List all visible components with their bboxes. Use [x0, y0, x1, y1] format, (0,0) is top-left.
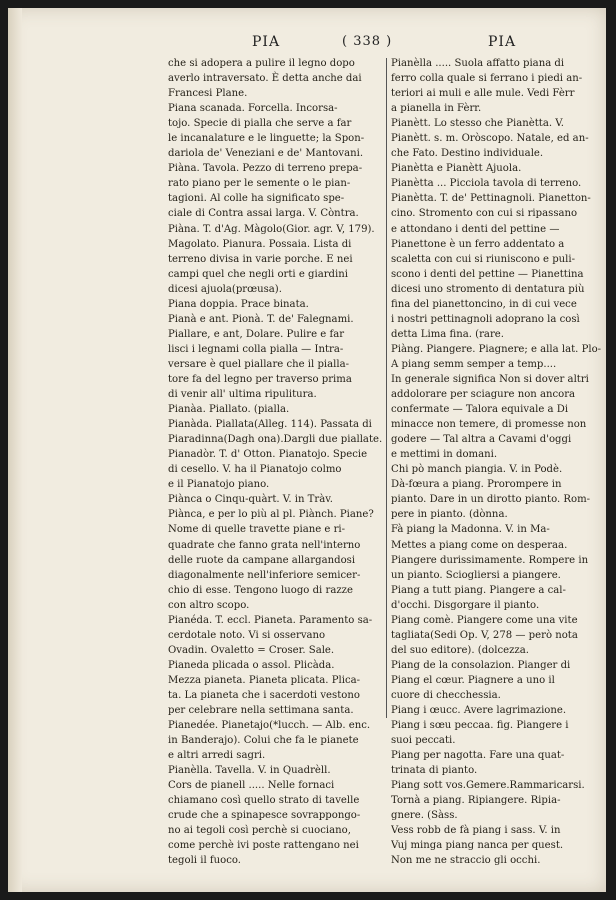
text-line: Piàng. Piangere. Piagnere; e alla lat. Plo-: [391, 343, 601, 355]
text-line: delle ruote da campane allargandosi: [168, 554, 356, 566]
text-line: confermate — Talora equivale a Di: [391, 404, 569, 416]
text-line: Ovadin. Ovaletto = Croser. Sale.: [168, 644, 335, 656]
text-line: Pianàda. Piallata(Alleg. 114). Passata di: [168, 419, 372, 431]
text-line: tegoli il fuoco.: [168, 855, 241, 867]
text-line: come perchè ivi poste rattengano nei: [168, 840, 359, 852]
text-line: Pianètta. T. de' Pettinagnoli. Pianetton-: [391, 193, 591, 205]
text-line: di venir all' ultima ripulitura.: [168, 389, 317, 401]
text-line: Fà piang la Madonna. V. in Ma-: [391, 524, 550, 536]
text-line: ta. La pianeta che i sacerdoti vestono: [168, 689, 360, 701]
text-line: scaletta con cui si riuniscono e puli-: [391, 253, 576, 265]
text-line: Piànca o Cinqu-quàrt. V. in Tràv.: [168, 494, 333, 506]
text-line: addolorare per sciagure non ancora: [391, 389, 576, 401]
text-line: e mettimi in domani.: [391, 449, 498, 461]
text-line: A piang semm semper a temp....: [391, 358, 557, 370]
text-line: ferro colla quale si ferrano i piedi an-: [391, 73, 583, 85]
text-line: Piang sott vos.Gemere.Rammaricarsi.: [391, 780, 585, 792]
text-line: Piang per nagotta. Fare una quat-: [391, 750, 565, 762]
text-line: Piang el cœur. Piagnere a uno il: [391, 674, 555, 686]
text-line: Piang de la consolazion. Pianger di: [391, 659, 571, 671]
column-divider: [386, 58, 387, 718]
text-line: campi quel che negli orti e giardini: [168, 268, 348, 280]
text-line: minacce non temere, di promesse non: [391, 419, 587, 431]
text-line: Piànca, e per lo più al pl. Piànch. Piane?: [168, 509, 374, 521]
page-number: ( 338 ): [342, 34, 393, 49]
text-line: Pianèlla ..... Suola affatto piana di: [391, 58, 565, 69]
text-line: Pianèlla. Tavella. V. in Quadrèll.: [168, 765, 331, 777]
text-line: Mezza pianeta. Pianeta plicata. Plica-: [168, 674, 361, 686]
text-line: gnere. (Sàss.: [391, 810, 458, 822]
text-line: che Fato. Destino individuale.: [391, 148, 544, 160]
header-left-word: PIA: [252, 34, 281, 50]
text-line: Piàna. T. d'Ag. Màgolo(Gior. agr. V, 179).: [168, 223, 375, 235]
text-line: con altro scopo.: [168, 599, 250, 611]
text-line: Non me ne straccio gli occhi.: [391, 855, 541, 867]
text-line: Piang comè. Piangere come una vite: [391, 614, 578, 626]
text-line: di cesello. V. ha il Pianatojo colmo: [168, 464, 342, 476]
text-line: Piallare, e ant, Dolare. Pulire e far: [168, 328, 345, 340]
text-line: Pianéda. T. eccl. Pianeta. Paramento sa-: [168, 614, 373, 626]
text-line: trinata di pianto.: [391, 765, 478, 777]
book-page: [8, 8, 606, 892]
text-line: Piàna. Tavola. Pezzo di terreno prepa-: [168, 163, 363, 175]
text-line: Tornà a piang. Ripiangere. Ripia-: [391, 795, 561, 807]
text-line: in Banderajo). Colui che fa le pianete: [168, 735, 359, 747]
text-line: Pianètt. s. m. Oròscopo. Natale, ed an-: [391, 133, 589, 145]
text-line: lisci i legnami colla pialla — Intra-: [168, 343, 344, 355]
text-line: scono i denti del pettine — Pianettina: [391, 268, 584, 280]
right-column: [391, 56, 601, 869]
text-line: terreno divisa in varie porche. E nei: [168, 253, 353, 265]
text-line: Magolato. Pianura. Possaia. Lista di: [168, 238, 352, 250]
text-line: Vess robb de fà piang i sass. V. in: [391, 825, 561, 837]
text-line: chio di esse. Tengono luogo di razze: [168, 584, 353, 596]
text-line: Pianettone è un ferro addentato a: [391, 238, 565, 250]
text-line: suoi peccati.: [391, 735, 456, 747]
text-line: averlo intraversato. È detta anche dai: [168, 73, 362, 85]
text-line: In generale significa Non si dover altri: [391, 373, 589, 385]
text-line: detta Lima fina. (rare.: [391, 328, 504, 340]
text-line: Piaradinna(Dagh ona).Dargli due piallate.: [168, 434, 382, 446]
text-line: e attondano i denti del pettine —: [391, 223, 560, 235]
text-line: no ai tegoli così perchè si cuociano,: [168, 825, 351, 837]
text-line: a pianella in Fèrr.: [391, 103, 482, 115]
text-line: tore fa del legno per traverso prima: [168, 373, 352, 385]
text-line: Chi pò manch piangia. V. in Podè.: [391, 464, 563, 476]
text-line: tagioni. Al colle ha significato spe-: [168, 193, 345, 205]
text-line: Pianadòr. T. d' Otton. Pianatojo. Specie: [168, 449, 368, 461]
text-line: Pianedée. Pianetajo(*lucch. — Alb. enc.: [168, 720, 371, 732]
text-line: Piang i œucc. Avere lagrimazione.: [391, 705, 567, 717]
text-line: pere in pianto. (dònna.: [391, 509, 508, 521]
text-line: pianto. Dare in un dirotto pianto. Rom-: [391, 494, 591, 506]
text-line: Cors de pianell ..... Nelle fornaci: [168, 780, 335, 792]
text-line: godere — Tal altra a Cavami d'oggi: [391, 434, 572, 446]
text-line: tojo. Specie di pialla che serve a far: [168, 118, 352, 130]
text-line: tagliata(Sedi Op. V, 278 — però nota: [391, 629, 578, 641]
text-line: rato piano per le semente o le pian-: [168, 178, 351, 190]
text-line: per celebrare nella settimana santa.: [168, 705, 354, 717]
text-line: Mettes a piang come on desperaa.: [391, 539, 568, 551]
text-line: dicesi ajuola(prœusa).: [168, 283, 282, 295]
text-line: un pianto. Sciogliersi a piangere.: [391, 569, 561, 581]
text-line: d'occhi. Disgorgare il pianto.: [391, 599, 540, 611]
text-line: che si adopera a pulire il legno dopo: [168, 58, 355, 69]
text-line: Vuj minga piang nanca per quest.: [391, 840, 564, 852]
text-line: Francesi Plane.: [168, 88, 248, 100]
text-line: cuore di checchessia.: [391, 689, 501, 701]
running-header: [8, 34, 606, 54]
text-line: dicesi uno stromento di dentatura più: [391, 283, 585, 295]
text-line: del suo editore). (dolcezza.: [391, 644, 529, 656]
text-line: Pianà e ant. Pionà. T. de' Falegnami.: [168, 313, 354, 325]
page-spine: [8, 8, 22, 892]
text-line: Piana scanada. Forcella. Incorsa-: [168, 103, 338, 115]
text-line: Piana doppia. Prace binata.: [168, 298, 309, 310]
text-line: Pianàa. Piallato. (pialla.: [168, 404, 290, 416]
text-line: Pianètta e Pianètt Ajuola.: [391, 163, 522, 175]
text-line: Pianètt. Lo stesso che Pianètta. V.: [391, 118, 565, 130]
text-line: e il Pianatojo piano.: [168, 479, 270, 491]
text-line: dariola de' Veneziani e de' Mantovani.: [168, 148, 364, 160]
text-line: Pianeda plicada o assol. Plicàda.: [168, 659, 335, 671]
text-line: Piang i sœu peccaa. fig. Piangere i: [391, 720, 569, 732]
text-line: le incanalature e le linguette; la Spon-: [168, 133, 365, 145]
text-line: teriori ai muli e alle mule. Vedi Fèrr: [391, 88, 575, 100]
text-line: i nostri pettinagnoli adoprano la così: [391, 313, 580, 325]
text-line: cino. Stromento con cui si ripassano: [391, 208, 578, 220]
text-line: Pianètta ... Picciola tavola di terreno.: [391, 178, 582, 190]
text-line: cerdotale noto. Vi si osservano: [168, 629, 326, 641]
text-line: crude che a spinapesce sovrappongo-: [168, 810, 361, 822]
text-line: quadrate che fanno grata nell'interno: [168, 539, 361, 551]
text-line: diagonalmente nell'inferiore semicer-: [168, 569, 361, 581]
text-line: chiamano così quello strato di tavelle: [168, 795, 360, 807]
header-right-word: PIA: [488, 34, 517, 50]
text-line: fina del pianettoncino, in di cui vece: [391, 298, 577, 310]
text-line: Nome di quelle travette piane e ri-: [168, 524, 346, 536]
text-line: Dà-fœura a piang. Prorompere in: [391, 479, 562, 491]
text-line: versare è quel piallare che il pialla-: [168, 358, 350, 370]
text-line: Piang a tutt piang. Piangere a cal-: [391, 584, 566, 596]
left-column: [168, 56, 382, 869]
text-line: e altri arredi sagri.: [168, 750, 266, 762]
text-line: Piangere durissimamente. Rompere in: [391, 554, 589, 566]
text-line: ciale di Contra assai larga. V. Còntra.: [168, 208, 359, 220]
